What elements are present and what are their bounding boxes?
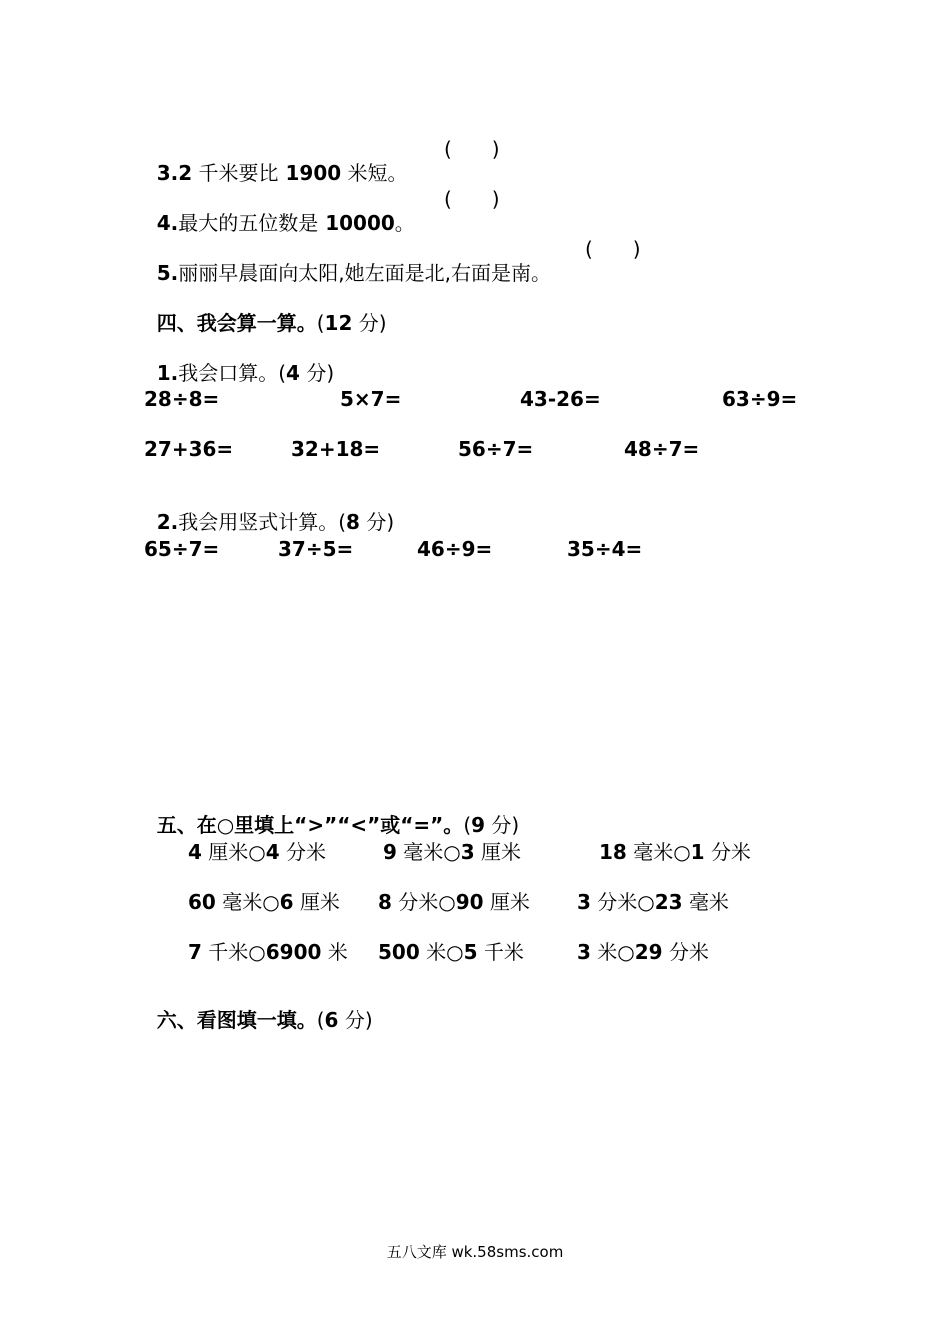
compare-circle[interactable]: ○ (637, 890, 655, 914)
question-number: 5. (156, 261, 179, 285)
compare-item: 8 分米○90 厘米 (378, 890, 530, 914)
section-4-heading: 四、我会算一算。(12 分) (156, 311, 387, 335)
compare-circle[interactable]: ○ (248, 840, 266, 864)
calc-item: 56÷7= (458, 437, 534, 461)
answer-paren[interactable]: ( ) (585, 237, 641, 261)
compare-circle[interactable]: ○ (446, 940, 464, 964)
compare-item: 3 分米○23 毫米 (577, 890, 729, 914)
section-5-heading: 五、在○里填上“>”“<”或“=”。(9 分) (156, 813, 520, 837)
calc-item: 27+36= (144, 437, 234, 461)
calc-item: 46÷9= (417, 537, 493, 561)
question-number: 3.2 (156, 161, 193, 185)
question-5: 5.丽丽早晨面向太阳,她左面是北,右面是南。 (156, 261, 551, 285)
calc-item: 28÷8= (144, 387, 220, 411)
compare-item: 18 毫米○1 分米 (599, 840, 751, 864)
subsection-oral-calc: 1.我会口算。(4 分) (156, 361, 335, 385)
compare-circle[interactable]: ○ (617, 940, 635, 964)
page-footer: 五八文库 wk.58sms.com (386, 1243, 564, 1261)
subsection-vertical-calc: 2.我会用竖式计算。(8 分) (156, 510, 395, 534)
compare-circle[interactable]: ○ (438, 890, 456, 914)
calc-item: 63÷9= (722, 387, 798, 411)
calc-item: 48÷7= (624, 437, 700, 461)
calc-item: 5×7= (340, 387, 402, 411)
calc-item: 35÷4= (567, 537, 643, 561)
calc-item: 43-26= (520, 387, 601, 411)
compare-item: 4 厘米○4 分米 (188, 840, 327, 864)
calc-item: 32+18= (291, 437, 381, 461)
calc-item: 37÷5= (278, 537, 354, 561)
compare-item: 3 米○29 分米 (577, 940, 709, 964)
compare-circle[interactable]: ○ (673, 840, 691, 864)
answer-paren[interactable]: ( ) (444, 137, 500, 161)
compare-item: 7 千米○6900 米 (188, 940, 348, 964)
calc-item: 65÷7= (144, 537, 220, 561)
compare-circle[interactable]: ○ (248, 940, 266, 964)
question-3: 3.2 千米要比 1900 米短。 (156, 161, 408, 185)
compare-circle[interactable]: ○ (443, 840, 461, 864)
question-number: 4. (156, 211, 179, 235)
answer-paren[interactable]: ( ) (444, 187, 500, 211)
compare-item: 9 毫米○3 厘米 (383, 840, 522, 864)
question-4: 4.最大的五位数是 10000。 (156, 211, 415, 235)
section-6-heading: 六、看图填一填。(6 分) (156, 1008, 373, 1032)
compare-item: 60 毫米○6 厘米 (188, 890, 340, 914)
compare-circle[interactable]: ○ (262, 890, 280, 914)
compare-item: 500 米○5 千米 (378, 940, 524, 964)
